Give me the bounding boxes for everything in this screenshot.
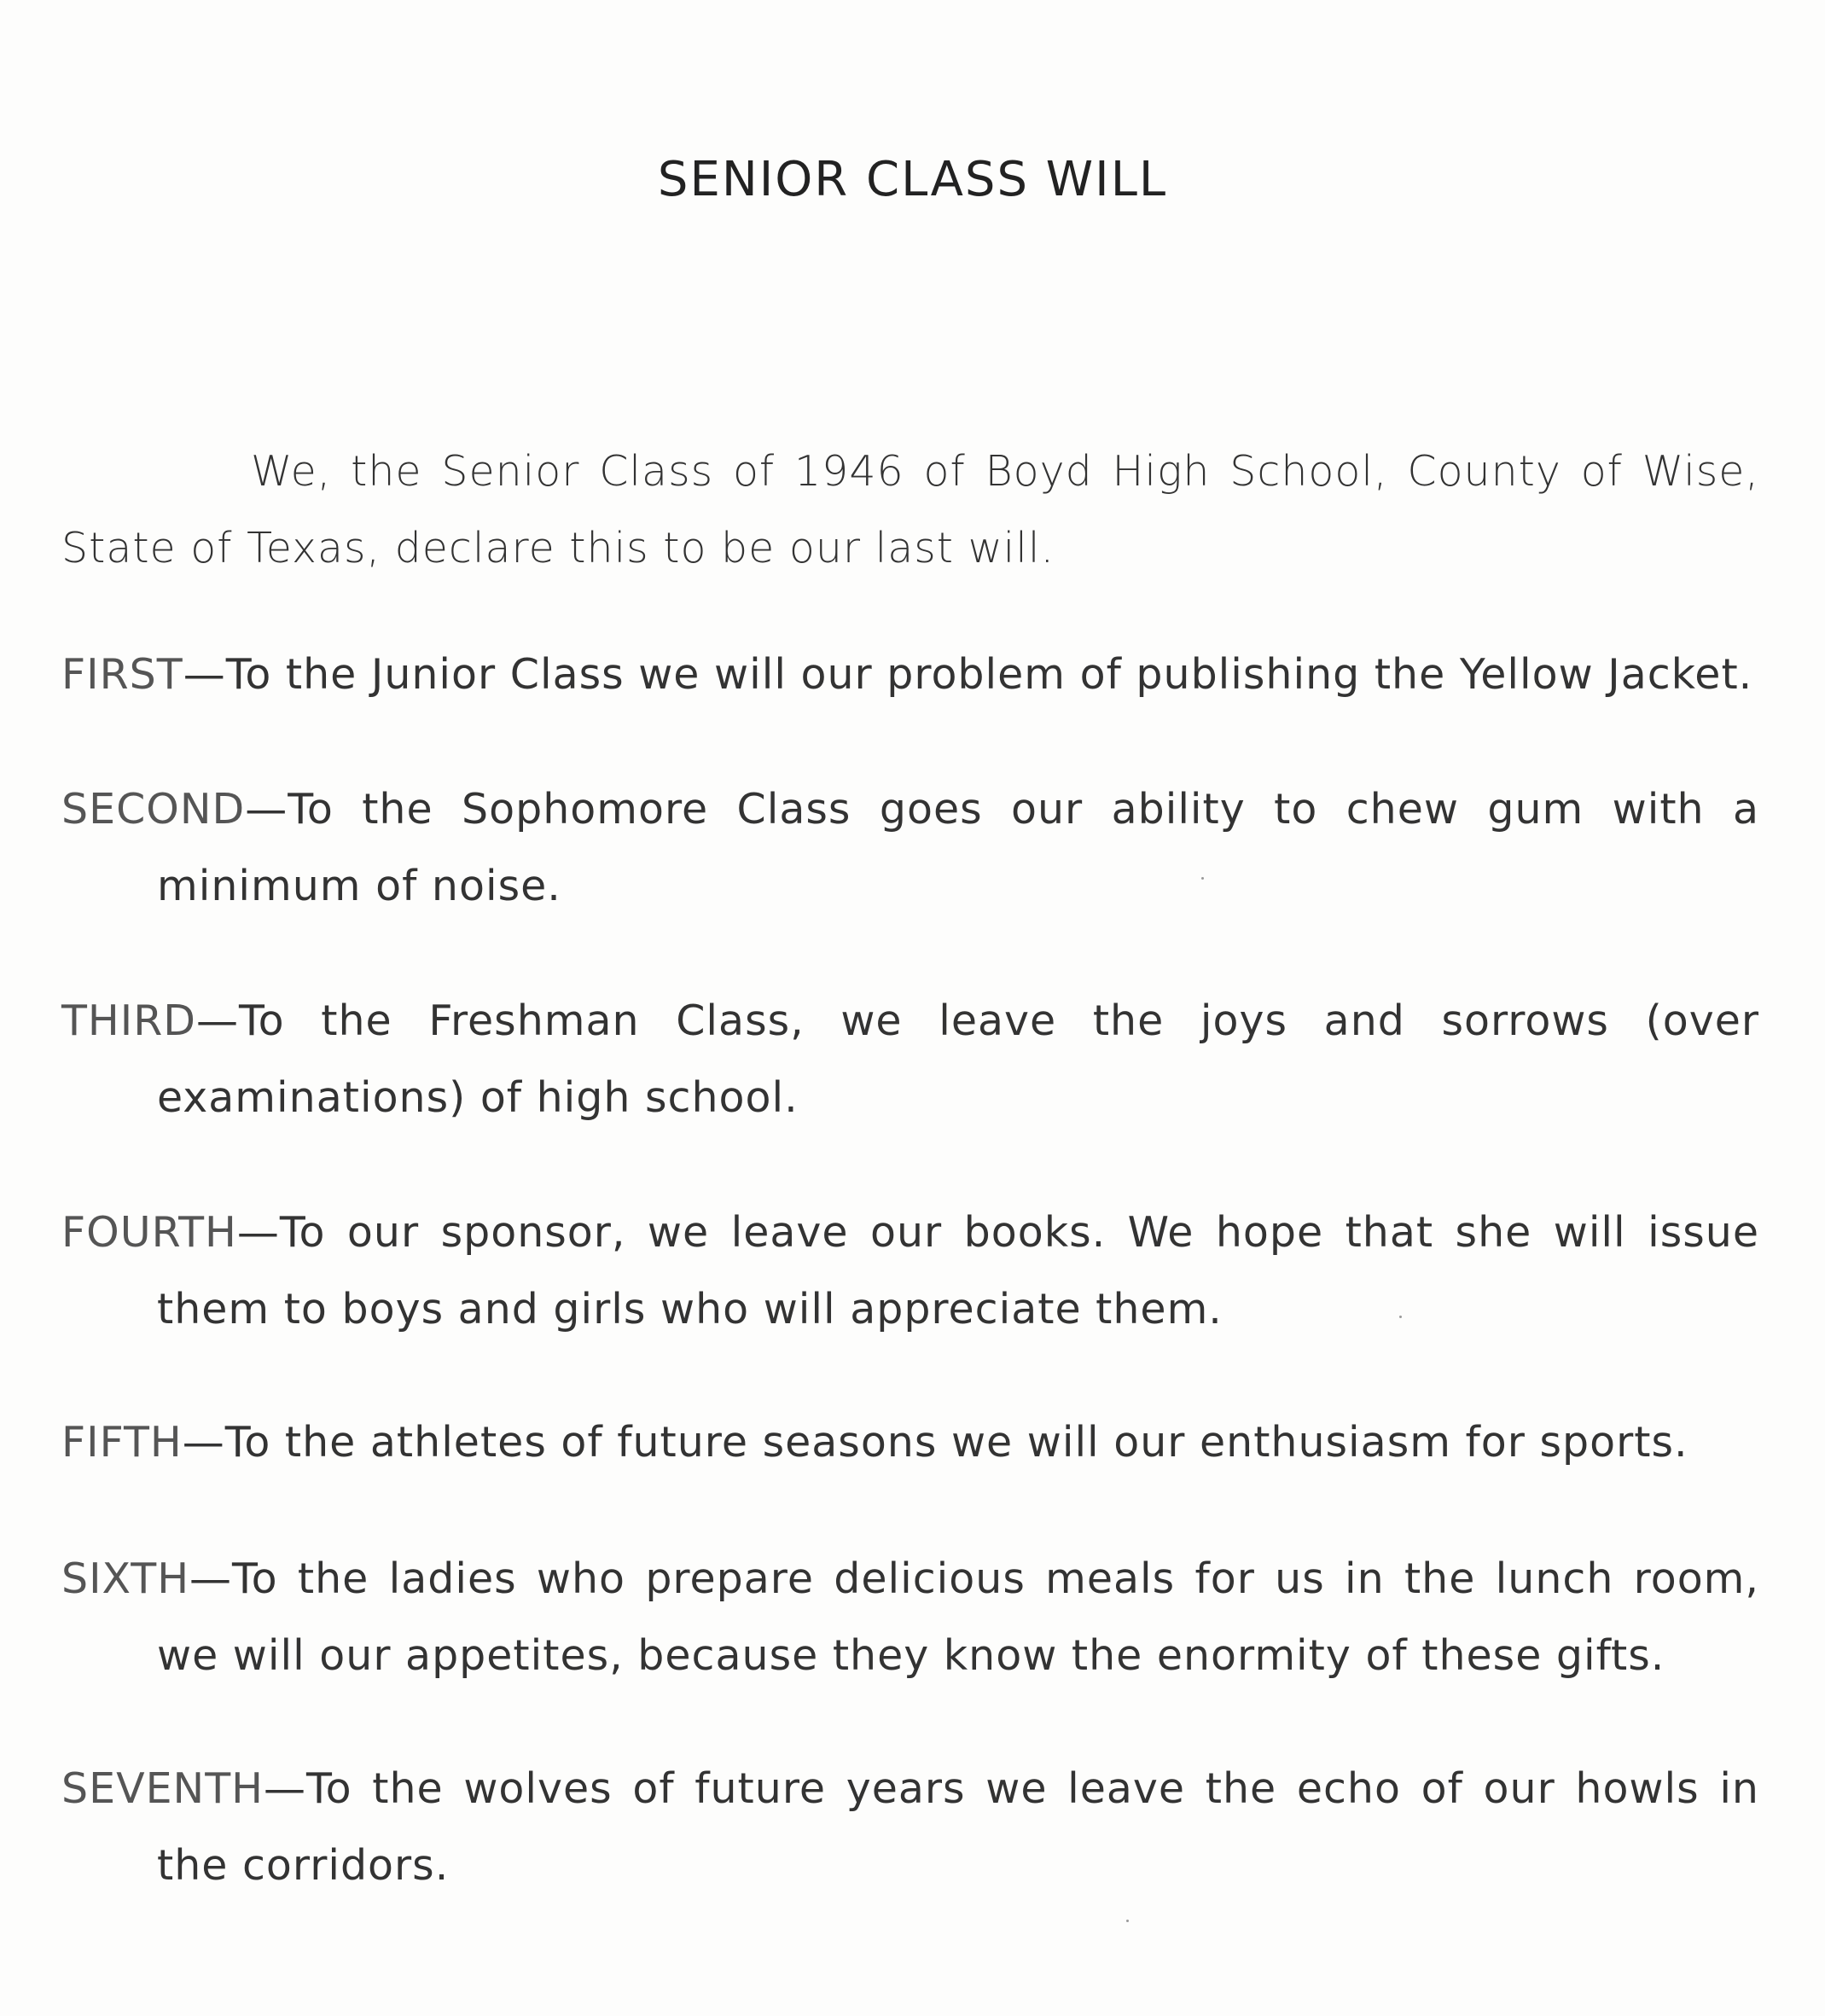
em-dash: — [183, 650, 226, 699]
clause-ordinal: SIXTH [61, 1554, 190, 1603]
clause-ordinal: SECOND [61, 785, 246, 834]
clause-third [61, 983, 1759, 1136]
clause-ordinal: FOURTH [61, 1208, 237, 1257]
em-dash: — [245, 785, 288, 834]
paper-speck [1399, 1316, 1402, 1318]
clause-fourth [61, 1194, 1759, 1348]
clause-text: To the Junior Class we will our problem of publishing the Yellow Jacket. [225, 650, 1753, 699]
clause-seventh [61, 1751, 1759, 1904]
em-dash: — [182, 1418, 225, 1467]
intro-paragraph: We, the Senior Class of 1946 of Boyd High School, County of Wise, State of Texas, declare this to be our last will. [61, 447, 1759, 572]
clause-first [61, 636, 1759, 713]
clause-second [61, 771, 1759, 925]
clause-text: To the ladies who prepare delicious meals for us in the lunch room, we will our appetites, because they know the enormity of these gifts. [157, 1554, 1759, 1680]
clause-ordinal: SEVENTH [61, 1764, 264, 1813]
clause-ordinal: FIFTH [61, 1418, 183, 1467]
clause-text: To the Freshman Class, we leave the joys and sorrows (over examinations) of high school. [157, 996, 1759, 1122]
em-dash: — [263, 1764, 306, 1813]
clause-fifth [61, 1404, 1759, 1481]
em-dash: — [196, 996, 240, 1045]
clause-text: To our sponsor, we leave our books. We hope that she will issue them to boys and girls who will appreciate them. [157, 1208, 1759, 1333]
page-title: SENIOR CLASS WILL [657, 152, 1168, 207]
clause-sixth [61, 1541, 1759, 1694]
paper-speck [1201, 877, 1204, 880]
clause-text: To the wolves of future years we leave the echo of our howls in the corridors. [157, 1764, 1759, 1890]
clause-text: To the athletes of future seasons we will our enthusiasm for sports. [224, 1418, 1688, 1467]
em-dash: — [189, 1554, 233, 1603]
clause-text: To the Sophomore Class goes our ability to chew gum with a minimum of noise. [157, 785, 1759, 910]
clause-ordinal: FIRST [61, 650, 183, 699]
em-dash: — [236, 1208, 280, 1257]
paper-speck [1126, 1920, 1129, 1922]
clause-ordinal: THIRD [61, 996, 197, 1045]
